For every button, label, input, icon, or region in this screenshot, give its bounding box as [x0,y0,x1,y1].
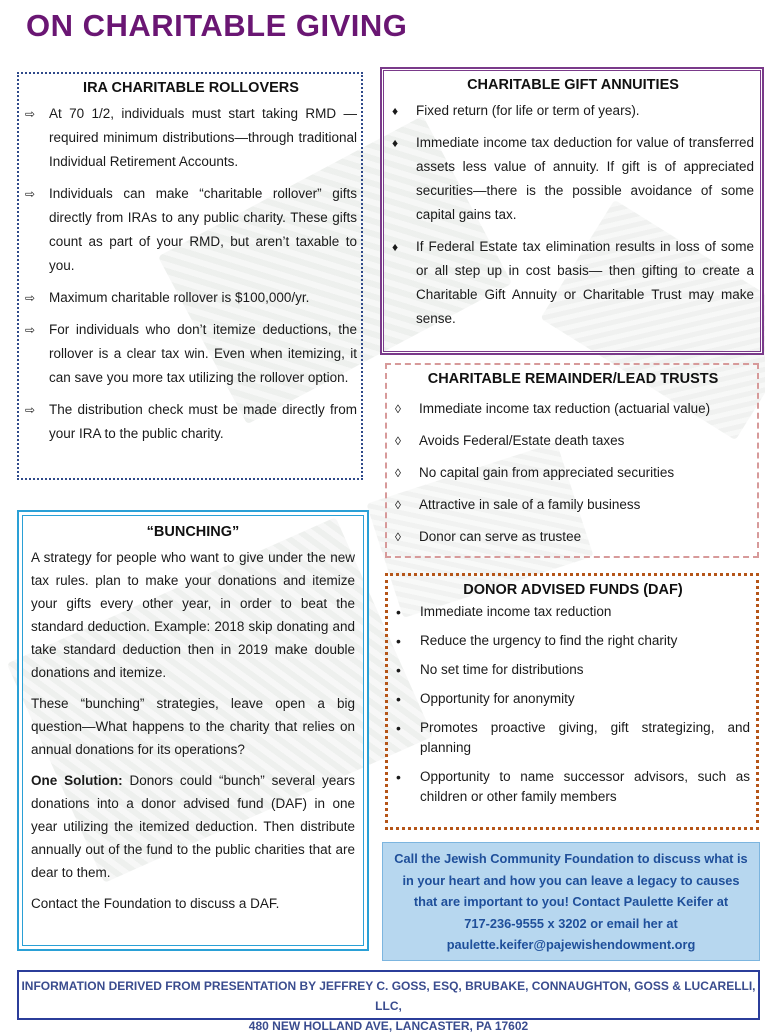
bullet-icon: • [396,662,401,678]
diamond-outline-icon: ◊ [395,530,401,544]
bullet-icon: • [396,633,401,649]
daf-heading: DONOR ADVISED FUNDS (DAF) [463,582,683,598]
ira-rollovers-box [17,72,363,480]
arrow-right-icon: ⇨ [25,107,36,121]
list-item: • Reduce the urgency to find the right charity [396,633,678,649]
list-item: ◊ Attractive in sale of a family business [395,489,751,521]
diamond-outline-icon: ◊ [395,402,401,416]
contact-phone: 717-236-9555 x 3202 or email her at [464,915,678,931]
donor-advised-funds-box [385,573,759,830]
list-item: ⇨ At 70 1/2, individuals must start taking RMD —required minimum distributions—through traditional Individual Retirement Accounts. [25,102,357,174]
list-item: ♦ Fixed return (for life or term of years). [392,99,754,123]
bunching-heading: “BUNCHING” [146,524,240,540]
footer-line-1: INFORMATION DERIVED FROM PRESENTATION BY JEFFREY C. GOSS, ESQ, BRUBAKE, CONNAUGHTON, GOSS & LUCARELLI, LLC, [21,979,756,1013]
cga-heading: CHARITABLE GIFT ANNUITIES [467,77,679,93]
daf-list [396,602,750,807]
bullet-icon: • [396,720,401,736]
remainder-trusts-box [385,363,759,558]
list-item: • Opportunity for anonymity [396,691,575,707]
callout-line: that are important to you! Contact Paulette Keifer at [413,894,729,909]
bunching-box [17,510,369,951]
source-footer [17,970,760,1033]
one-solution-text: Donors could “bunch” several years donations into a donor advised fund (DAF) in one year utilizing the itemized deduction. Then distribute annually out of the fund to the public charities that are dear to them. [31,773,355,880]
crt-list [395,393,751,553]
list-item: • Opportunity to name successor advisors, such as children or other family members [396,769,750,804]
crt-heading: CHARITABLE REMAINDER/LEAD TRUSTS [427,371,719,387]
callout-line: in your heart and how you can leave a legacy to causes [402,872,740,888]
bullet-icon: • [396,691,401,707]
cga-list [392,99,754,331]
list-item: • Promotes proactive giving, gift strategizing, and planning [396,720,750,755]
diamond-bullet-icon: ♦ [392,104,399,118]
bunching-paragraph-2: These “bunching” strategies, leave open a big question—What happens to the charity that relies on annual donations for its operations? [31,696,355,757]
ira-list [25,102,357,446]
list-item: ◊ Immediate income tax reduction (actuarial value) [395,393,751,425]
footer-line-2: 480 NEW HOLLAND AVE, LANCASTER, PA 17602 [248,1019,529,1033]
page-title: ON CHARITABLE GIVING [26,8,408,43]
diamond-outline-icon: ◊ [395,434,401,448]
ira-heading: IRA CHARITABLE ROLLOVERS [83,80,299,96]
list-item: ◊ No capital gain from appreciated securities [395,457,751,489]
bullet-icon: • [396,769,401,785]
bullet-icon: • [396,604,401,620]
arrow-right-icon: ⇨ [25,291,36,305]
list-item: • Immediate income tax reduction [396,604,612,620]
list-item: ⇨ Maximum charitable rollover is $100,000/yr. [25,286,357,310]
arrow-right-icon: ⇨ [25,403,36,417]
one-solution-label: One Solution: [31,773,123,788]
list-item: ⇨ For individuals who don’t itemize deductions, the rollover is a clear tax win. Even when itemizing, it can save you more tax utilizing the rollover option. [25,318,357,390]
list-item: ♦ If Federal Estate tax elimination results in loss of some or all step up in cost basis— then gifting to create a Charitable Gift Annuity or Charitable Trust may make sense. [392,235,754,331]
list-item: • No set time for distributions [396,662,584,678]
contact-callout [382,842,760,961]
list-item: ◊ Avoids Federal/Estate death taxes [395,425,751,457]
list-item: ⇨ Individuals can make “charitable rollover” gifts directly from IRAs to any public charity. These gifts count as part of your RMD, but aren’t taxable to you. [25,182,357,278]
diamond-outline-icon: ◊ [395,498,401,512]
diamond-bullet-icon: ♦ [392,136,399,150]
list-item: ◊ Donor can serve as trustee [395,521,751,553]
arrow-right-icon: ⇨ [25,323,36,337]
list-item: ♦ Immediate income tax deduction for value of transferred assets less value of annuity. If gift is of appreciated securities—there is the possible avoidance of some capital gains tax. [392,131,754,227]
bunching-paragraph-3 [31,769,355,884]
callout-line: Call the Jewish Community Foundation to discuss what is [394,851,748,866]
contact-email[interactable]: paulette.keifer@pajewishendowment.org [446,937,696,952]
gift-annuities-box [383,70,761,352]
diamond-bullet-icon: ♦ [392,240,399,254]
arrow-right-icon: ⇨ [25,187,36,201]
list-item: ⇨ The distribution check must be made directly from your IRA to the public charity. [25,398,357,446]
bunching-paragraph-4: Contact the Foundation to discuss a DAF. [31,896,280,911]
bunching-paragraph-1: A strategy for people who want to give under the new tax rules. plan to make your donations and itemize your gifts every other year, in order to beat the standard deduction. Example: 2018 skip donating and take standard deduction then in 2019 make double donations and itemize. [31,550,355,680]
diamond-outline-icon: ◊ [395,466,401,480]
